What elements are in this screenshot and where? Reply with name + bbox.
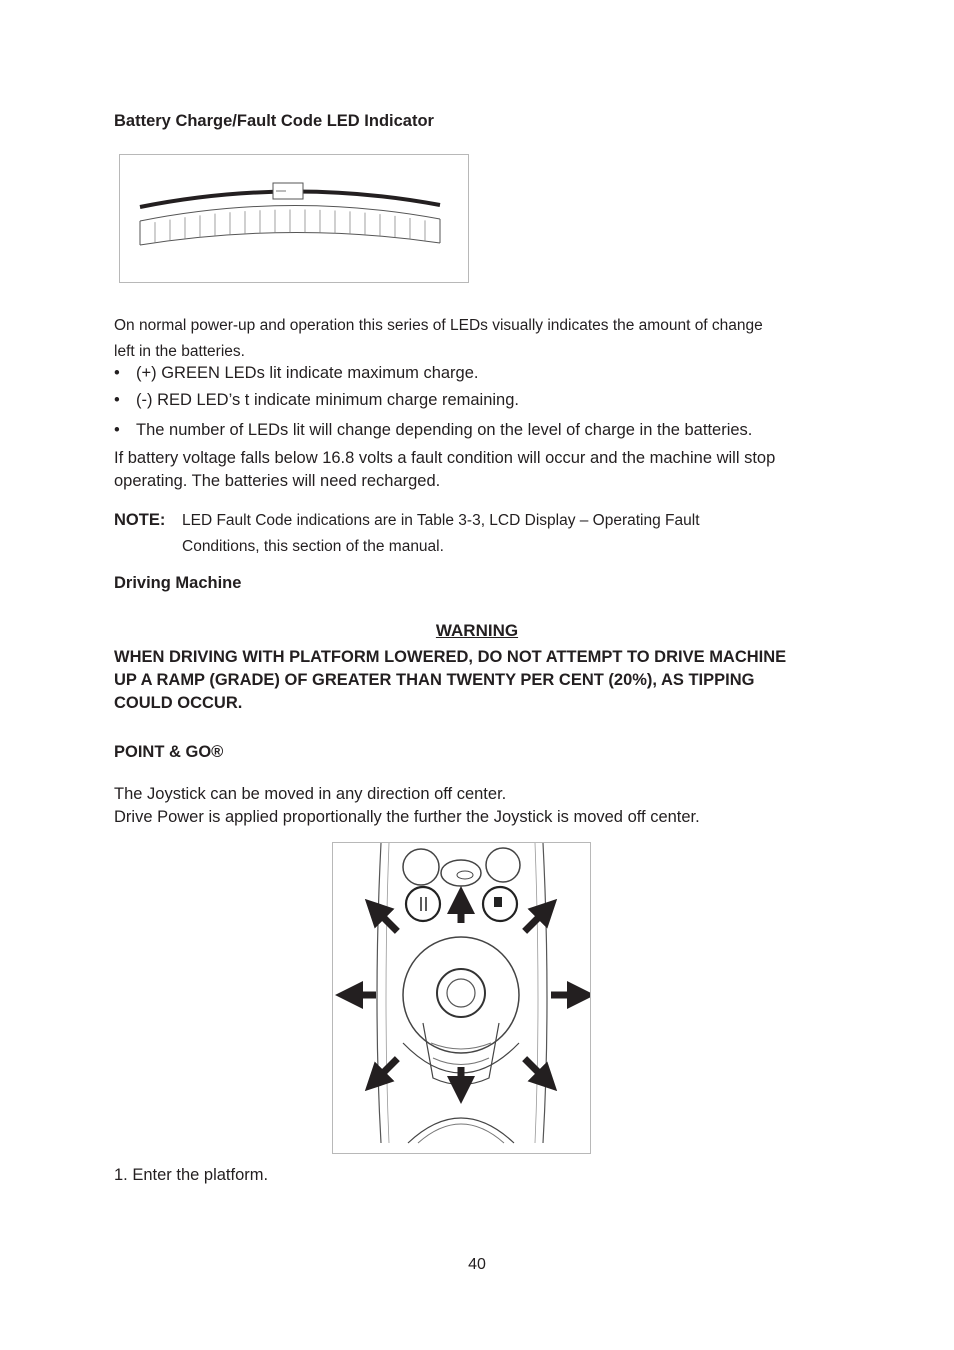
warning-title: WARNING bbox=[435, 621, 519, 640]
note-line1: LED Fault Code indications are in Table 3-3, LCD Display – Operating Fault bbox=[182, 512, 700, 529]
note-label: NOTE: bbox=[114, 511, 166, 529]
section-heading-driving: Driving Machine bbox=[114, 574, 242, 592]
bullet-marker: • bbox=[114, 421, 120, 439]
direction-arrow-icon bbox=[525, 1059, 548, 1082]
led-bar-indicator-icon bbox=[119, 154, 469, 283]
bullet-green-leds: (+) GREEN LEDs lit indicate maximum charge. bbox=[136, 364, 479, 382]
page-number: 40 bbox=[468, 1256, 486, 1273]
joystick-line1: The Joystick can be moved in any direction off center. bbox=[114, 785, 507, 803]
joystick-line2: Drive Power is applied proportionally the further the Joystick is moved off center. bbox=[114, 808, 700, 826]
section-heading-battery: Battery Charge/Fault Code LED Indicator bbox=[114, 112, 434, 130]
step-1: 1. Enter the platform. bbox=[114, 1166, 269, 1184]
bullet-marker: • bbox=[114, 364, 120, 382]
bullet-red-leds: (-) RED LED’s t indicate minimum charge remaining. bbox=[136, 391, 519, 409]
fault-paragraph-line2: operating. The batteries will need recharged. bbox=[114, 472, 441, 490]
battery-paragraph-line2: left in the batteries. bbox=[114, 343, 245, 360]
fault-paragraph-line1: If battery voltage falls below 16.8 volts a fault condition will occur and the machine will stop bbox=[114, 449, 776, 467]
warning-line2: UP A RAMP (GRADE) OF GREATER THAN TWENTY PER CENT (20%), AS TIPPING bbox=[114, 671, 755, 689]
section-heading-point-and-go: POINT & GO® bbox=[114, 743, 224, 761]
battery-paragraph-line1: On normal power-up and operation this series of LEDs visually indicates the amount of change bbox=[114, 317, 763, 334]
bullet-leds-lit: The number of LEDs lit will change depending on the level of charge in the batteries. bbox=[136, 421, 753, 439]
bullet-marker: • bbox=[114, 391, 120, 409]
joystick-controller-icon bbox=[332, 842, 591, 1154]
note-line2: Conditions, this section of the manual. bbox=[182, 538, 444, 555]
warning-line3: COULD OCCUR. bbox=[114, 694, 243, 712]
direction-arrow-icon bbox=[525, 909, 548, 932]
warning-line1: WHEN DRIVING WITH PLATFORM LOWERED, DO NOT ATTEMPT TO DRIVE MACHINE bbox=[114, 648, 787, 666]
